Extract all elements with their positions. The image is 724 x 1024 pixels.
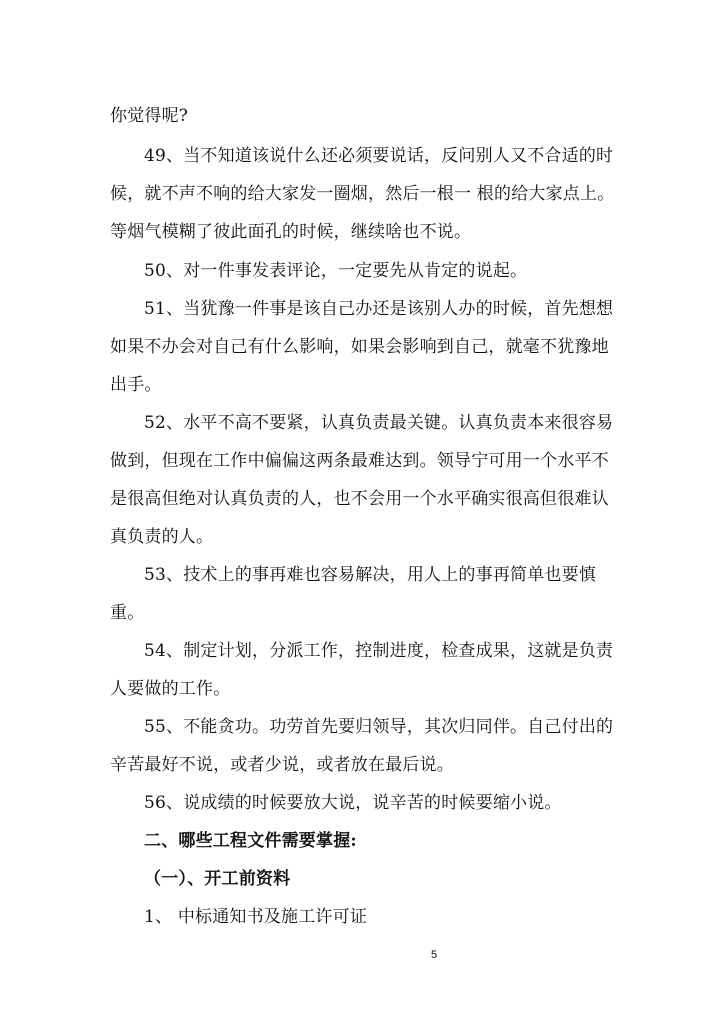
page-number: 5 [430, 949, 438, 961]
text-line-5: 50、对一件事发表评论，一定要先从肯定的说起。 [144, 261, 528, 281]
text-line-12: 真负责的人。 [110, 527, 214, 547]
subsection-heading: （一）、开工前资料 [144, 869, 291, 889]
text-line-18: 辛苦最好不说，或者少说，或者放在最后说。 [110, 755, 454, 775]
text-line-9: 52、水平不高不要紧，认真负责最关键。认真负责本来很容易 [144, 413, 614, 433]
text-line-16: 人要做的工作。 [110, 679, 231, 699]
text-line-13: 53、技术上的事再难也容易解决，用人上的事再简单也要慎 [144, 565, 597, 585]
text-line-2: 49、当不知道该说什么还必须要说话，反问别人又不合适的时 [144, 146, 614, 166]
text-line-14: 重。 [110, 603, 145, 623]
section-heading: 二、哪些工程文件需要掌握: [144, 831, 357, 851]
text-line-22: 1、 中标通知书及施工许可证 [144, 907, 368, 927]
text-line-8: 出手。 [110, 375, 162, 395]
text-line-6: 51、当犹豫一件事是该自己办还是该别人办的时候，首先想想 [144, 299, 614, 319]
text-line-4: 等烟气模糊了彼此面孔的时候，继续啥也不说。 [110, 222, 472, 242]
text-line-15: 54、制定计划，分派工作，控制进度，检查成果，这就是负责 [144, 641, 614, 661]
text-line-7: 如果不办会对自己有什么影响，如果会影响到自己，就毫不犹豫地 [110, 337, 609, 357]
text-line-3: 候，就不声不响的给大家发一圈烟，然后一根一 根的给大家点上。 [110, 184, 615, 204]
text-line-1: 你觉得呢? [110, 106, 189, 126]
text-line-17: 55、不能贪功。功劳首先要归领导，其次归同伴。自己付出的 [144, 717, 614, 737]
text-line-10: 做到，但现在工作中偏偏这两条最难达到。领导宁可用一个水平不 [110, 451, 609, 471]
text-line-11: 是很高但绝对认真负责的人，也不会用一个水平确实很高但很难认 [110, 489, 609, 509]
text-line-19: 56、说成绩的时候要放大说，说辛苦的时候要缩小说。 [144, 793, 562, 813]
